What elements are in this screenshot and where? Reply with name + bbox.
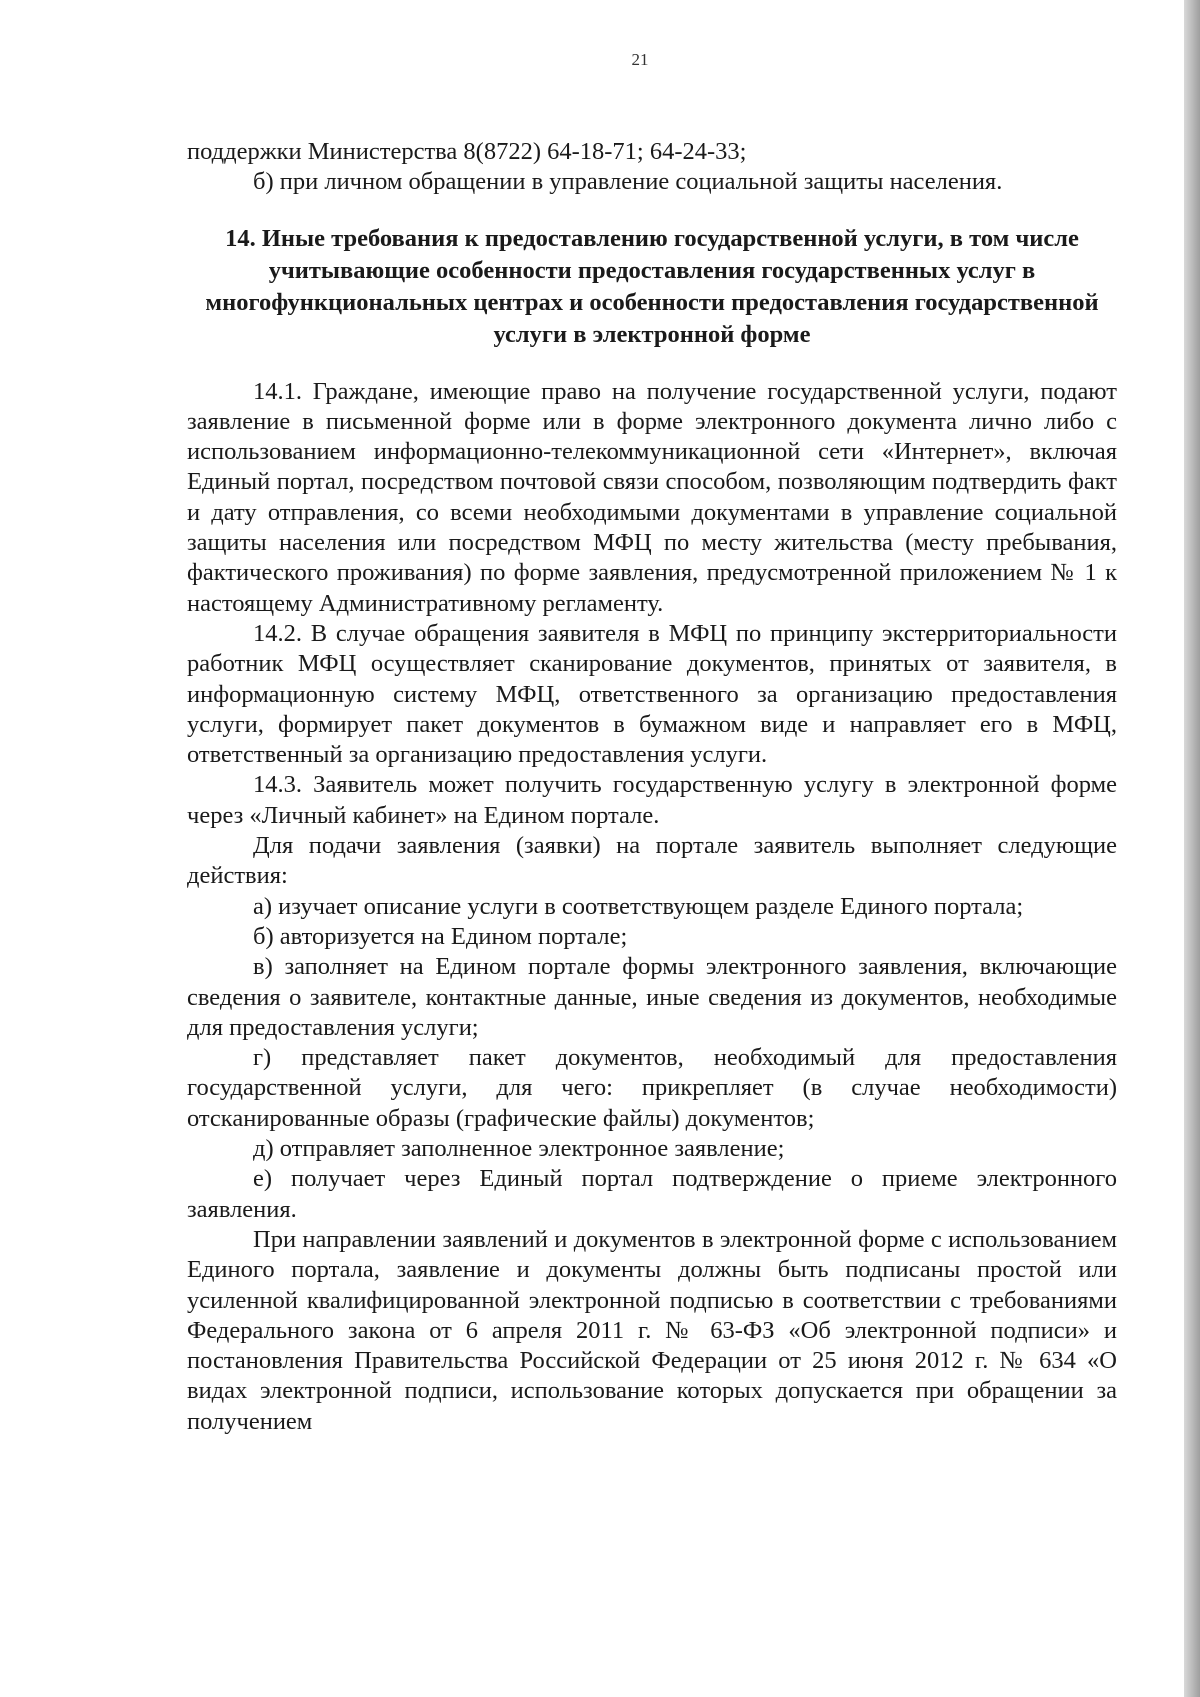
list-item-g: г) представляет пакет документов, необходимый для предоставления государственной услуги, для чего: прикрепляет (в случае необходимости) отсканированные образы (графические файлы) документов; bbox=[187, 1044, 1117, 1132]
list-item-v: в) заполняет на Едином портале формы электронного заявления, включающие сведения о заявителе, контактные данные, иные сведения из документов, необходимые для предоставления услуги; bbox=[187, 953, 1117, 1041]
section-heading: 14. Иные требования к предоставлению государственной услуги, в том числе учитывающие особенности предоставления государственных услуг в многофункциональных центрах и особенности предоставления государственной услуги в электронной форме bbox=[205, 224, 1099, 348]
paragraph-list-item-b: б) при личном обращении в управление социальной защиты населения. bbox=[253, 168, 1003, 196]
list-item-a: а) изучает описание услуги в соответствующем разделе Единого портала; bbox=[253, 892, 1024, 920]
paragraph-portal-actions: Для подачи заявления (заявки) на портале заявитель выполняет следующие действия: bbox=[187, 832, 1117, 890]
document-body bbox=[187, 137, 1117, 1437]
list-item-b: б) авторизуется на Едином портале; bbox=[253, 922, 628, 950]
paragraph-continuation: поддержки Министерства 8(8722) 64-18-71; 64-24-33; bbox=[187, 138, 747, 165]
paragraph-electronic-signature: При направлении заявлений и документов в электронной форме с использованием Единого портала, заявление и документы должны быть подписаны простой или усиленной квалифицированной электронной подписью в соответствии с требованиями Федерального закона от 6 апреля 2011 г. № 63-ФЗ «Об электронной подписи» и постановления Правительства Российской Федерации от 25 июня 2012 г. № 634 «О видах электронной подписи, использование которых допускается при обращении за получением bbox=[187, 1225, 1117, 1435]
scan-edge-shadow bbox=[1184, 0, 1200, 1697]
page-number: 21 bbox=[631, 50, 649, 69]
paragraph-14-2: 14.2. В случае обращения заявителя в МФЦ по принципу экстерриториальности работник МФЦ осуществляет сканирование документов, принятых от заявителя, в информационную систему МФЦ, ответственного за организацию предоставления услуги, формирует пакет документов в бумажном виде и направляет его в МФЦ, ответственный за организацию предоставления услуги. bbox=[187, 619, 1117, 769]
list-item-d: д) отправляет заполненное электронное заявление; bbox=[253, 1135, 785, 1163]
list-item-e: е) получает через Единый портал подтверждение о приеме электронного заявления. bbox=[187, 1165, 1117, 1223]
paragraph-14-1: 14.1. Граждане, имеющие право на получение государственной услуги, подают заявление в письменной форме или в форме электронного документа лично либо с использованием информационно-телекоммуникационной сети «Интернет», включая Единый портал, посредством почтовой связи способом, позволяющим подтвердить факт и дату отправления, со всеми необходимыми документами в управление социальной защиты населения или посредством МФЦ по месту жительства (месту пребывания, фактического проживания) по форме заявления, предусмотренной приложением № 1 к настоящему Административному регламенту. bbox=[187, 377, 1117, 617]
paragraph-14-3: 14.3. Заявитель может получить государственную услугу в электронной форме через «Личный кабинет» на Едином портале. bbox=[187, 771, 1117, 829]
